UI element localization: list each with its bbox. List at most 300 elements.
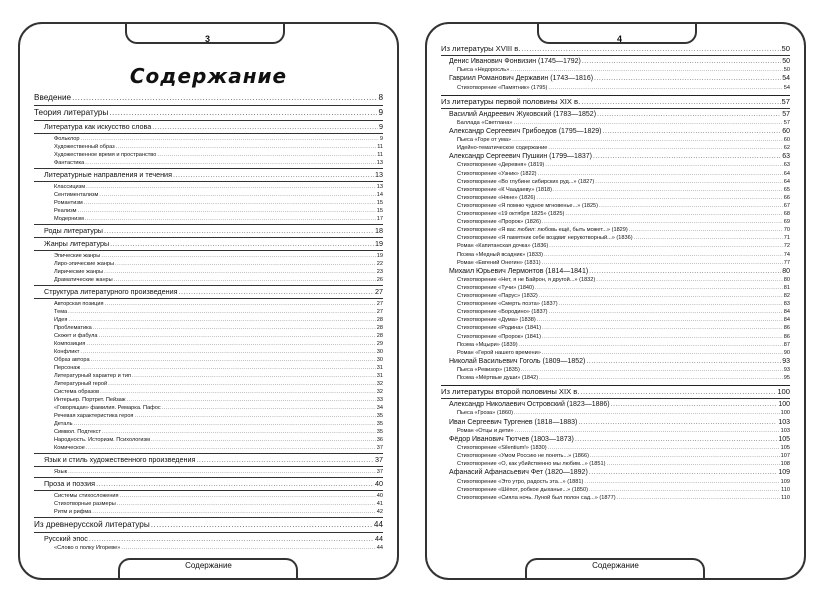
toc-entry[interactable] xyxy=(34,479,383,489)
toc-entry-page: 32 xyxy=(376,389,383,395)
divider xyxy=(441,108,790,109)
toc-entry-title: Системы стихосложения xyxy=(54,493,119,499)
toc-entry-title: Проблематика xyxy=(54,325,92,331)
toc-entry[interactable] xyxy=(441,341,790,349)
toc-entry-title: Лирические жанры xyxy=(54,269,104,275)
dot-leader xyxy=(108,380,376,388)
toc-entry-page: 13 xyxy=(375,170,383,179)
toc-entry[interactable] xyxy=(34,226,383,236)
toc-entry-title: Роман «Капитанская дочка» (1836) xyxy=(457,243,549,250)
toc-entry-title: Из литературы XVIII в. xyxy=(441,44,521,53)
dot-leader xyxy=(105,300,376,308)
toc-entry-page: 83 xyxy=(783,301,790,308)
dot-leader xyxy=(85,215,376,223)
dot-leader xyxy=(68,308,376,316)
toc-entry-title: Пьеса «Недоросль» xyxy=(457,67,510,74)
dot-leader xyxy=(539,374,783,382)
toc-entry[interactable] xyxy=(34,332,383,340)
toc-entry-title: Эпические жанры xyxy=(54,253,101,259)
dot-leader xyxy=(596,276,783,284)
toc-entry[interactable] xyxy=(34,239,383,249)
toc-entry-title: Персонаж xyxy=(54,365,81,371)
toc-entry-title: Реализм xyxy=(54,208,77,214)
dot-leader xyxy=(578,418,777,427)
toc-entry-title: Стихотворение «Няне» (1826) xyxy=(457,194,536,201)
toc-entry-title: Лиро-эпические жанры xyxy=(54,261,115,267)
toc-entry-title: Роман «Герой нашего времени» xyxy=(457,349,541,356)
toc-entry-page: 84 xyxy=(783,317,790,324)
toc-entry[interactable] xyxy=(441,400,790,409)
toc-entry[interactable] xyxy=(34,316,383,324)
toc-entry[interactable] xyxy=(34,300,383,308)
toc-entry[interactable] xyxy=(441,44,790,54)
toc-entry[interactable] xyxy=(34,412,383,420)
dot-leader xyxy=(582,57,781,66)
toc-entry-title: Пьеса «Ревизор» (1835) xyxy=(457,367,520,374)
toc-entry[interactable] xyxy=(441,387,790,397)
toc-entry[interactable] xyxy=(34,544,383,552)
dot-leader xyxy=(593,152,781,161)
toc-entry-title: Структура литературного произведения xyxy=(44,287,178,296)
toc-entry[interactable] xyxy=(34,135,383,143)
toc-entry-title: Образ автора xyxy=(54,357,90,363)
toc-entry[interactable] xyxy=(441,170,790,178)
dot-leader xyxy=(179,287,375,297)
toc-entry[interactable] xyxy=(441,349,790,357)
toc-entry-page: 41 xyxy=(376,501,383,507)
toc-entry-title: Классицизм xyxy=(54,184,86,190)
toc-entry[interactable] xyxy=(34,252,383,260)
dot-leader xyxy=(589,267,781,276)
dot-leader xyxy=(512,136,783,144)
toc-entry[interactable] xyxy=(441,452,790,460)
toc-entry-page: 57 xyxy=(781,96,790,106)
toc-entry[interactable] xyxy=(34,396,383,404)
toc-entry-page: 69 xyxy=(783,219,790,226)
toc-entry-page: 109 xyxy=(780,478,790,485)
toc-entry-page: 40 xyxy=(376,493,383,499)
toc-entry-page: 57 xyxy=(783,119,790,126)
toc-entry[interactable] xyxy=(441,242,790,250)
toc-entry-title: Роды литературы xyxy=(44,226,103,235)
toc-entry-title: Сюжет и фабула xyxy=(54,333,98,339)
toc-entry[interactable] xyxy=(441,136,790,144)
dot-leader xyxy=(96,479,374,489)
toc-entry-page: 64 xyxy=(783,178,790,185)
toc-entry-title: Язык xyxy=(54,469,68,475)
dot-leader xyxy=(575,435,777,444)
toc-entry[interactable] xyxy=(441,119,790,127)
dot-leader xyxy=(611,400,778,409)
dot-leader xyxy=(553,186,783,194)
toc-entry[interactable] xyxy=(441,357,790,366)
toc-entry-title: Литературный герой xyxy=(54,381,108,387)
toc-entry-page: 19 xyxy=(376,253,383,259)
toc-entry-page: 14 xyxy=(376,192,383,198)
toc-entry[interactable] xyxy=(34,215,383,223)
toc-entry[interactable] xyxy=(34,268,383,276)
dot-leader xyxy=(134,412,375,420)
toc-entry-title: Гавриил Романович Державин (1743—1816) xyxy=(449,75,594,83)
toc-entry[interactable] xyxy=(34,492,383,500)
toc-entry[interactable] xyxy=(441,152,790,161)
toc-entry-page: 63 xyxy=(783,162,790,169)
dot-leader xyxy=(86,444,376,452)
toc-entry-title: Александр Сергеевич Пушкин (1799—1837) xyxy=(449,153,592,161)
toc-entry-page: 9 xyxy=(379,122,383,131)
toc-entry[interactable] xyxy=(34,468,383,476)
dot-leader xyxy=(196,455,374,465)
toc-entry-page: 27 xyxy=(375,287,383,296)
toc-entry-page: 8 xyxy=(378,93,383,102)
toc-entry-title: Модернизм xyxy=(54,216,84,222)
toc-entry-page: 77 xyxy=(783,259,790,266)
toc-entry[interactable] xyxy=(441,226,790,234)
toc-entry-page: 37 xyxy=(376,445,383,451)
toc-entry[interactable] xyxy=(441,202,790,210)
dot-leader xyxy=(102,428,376,436)
toc-entry-title: Стихотворение «Сияла ночь. Луной был полон сад...» (1877) xyxy=(457,494,616,501)
toc-entry-page: 108 xyxy=(780,461,790,468)
toc-entry[interactable] xyxy=(34,380,383,388)
dot-leader xyxy=(549,308,783,316)
toc-entry[interactable] xyxy=(441,218,790,226)
toc-entry[interactable] xyxy=(34,159,383,167)
toc-entry-page: 15 xyxy=(376,200,383,206)
toc-entry[interactable] xyxy=(441,333,790,341)
toc-entry-title: Поэма «Медный всадник» (1833) xyxy=(457,251,543,258)
section-divider xyxy=(441,95,790,96)
toc-entry-title: Композиция xyxy=(54,341,86,347)
toc-entry-title: Русский эпос xyxy=(44,534,88,543)
dot-leader xyxy=(536,194,782,202)
toc-entry-title: Ритм и рифма xyxy=(54,509,92,515)
dot-leader xyxy=(542,324,783,332)
toc-entry-title: Фёдор Иванович Тютчев (1803—1873) xyxy=(449,435,574,443)
toc-entry-title: Стихотворение «Во глубине сибирских руд...» (1827) xyxy=(457,178,595,185)
toc-entry-page: 54 xyxy=(783,84,790,91)
toc-entry-title: Язык и стиль художественного произведения xyxy=(44,455,196,464)
toc-entry[interactable] xyxy=(34,436,383,444)
toc-entry[interactable] xyxy=(34,92,383,104)
toc-entry-title: Жанры литературы xyxy=(44,239,110,248)
toc-entry-title: Речевая характеристика героя xyxy=(54,413,134,419)
toc-entry-title: Проза и поэзия xyxy=(44,479,96,488)
dot-leader xyxy=(544,251,783,259)
dot-leader xyxy=(515,427,780,435)
toc-entry[interactable] xyxy=(441,300,790,308)
toc-entry-page: 54 xyxy=(782,75,790,83)
dot-leader xyxy=(80,348,375,356)
toc-entry[interactable] xyxy=(34,276,383,284)
toc-entry[interactable] xyxy=(34,207,383,215)
toc-entry-title: Народность. Историзм. Психологизм xyxy=(54,437,150,443)
toc-entry-page: 82 xyxy=(783,293,790,300)
toc-entry-title: Романтизм xyxy=(54,200,83,206)
toc-entry-page: 35 xyxy=(376,429,383,435)
toc-entry[interactable] xyxy=(441,186,790,194)
dot-leader xyxy=(548,444,780,452)
dot-leader xyxy=(595,178,783,186)
toc-entry-page: 105 xyxy=(780,445,790,452)
toc-entry-page: 84 xyxy=(783,309,790,316)
dot-leader xyxy=(514,409,780,417)
dot-leader xyxy=(151,519,373,531)
toc-entry[interactable] xyxy=(34,183,383,191)
toc-entry[interactable] xyxy=(34,519,383,531)
page-footer: Содержание xyxy=(592,561,639,570)
toc-entry[interactable] xyxy=(441,486,790,494)
toc-entry[interactable] xyxy=(34,534,383,544)
toc-entry-title: Стихотворение «Пророк» (1826) xyxy=(457,219,541,226)
toc-entry[interactable] xyxy=(34,372,383,380)
toc-entry[interactable] xyxy=(441,427,790,435)
toc-entry[interactable] xyxy=(34,151,383,159)
toc-entry-page: 35 xyxy=(376,413,383,419)
dot-leader xyxy=(545,161,782,169)
toc-entry-title: Драматические жанры xyxy=(54,277,113,283)
divider xyxy=(34,224,383,225)
toc-entry[interactable] xyxy=(441,127,790,136)
toc-entry[interactable] xyxy=(34,143,383,151)
toc-entry[interactable] xyxy=(34,444,383,452)
toc-entry-title: Стихотворение «Это утро, радость эта...» (1881) xyxy=(457,478,584,485)
toc-entry-title: Стихотворение «19 октября 1825» (1825) xyxy=(457,211,565,218)
toc-entry-title: Из литературы первой половины XIX в. xyxy=(441,96,581,106)
toc-entry-page: 103 xyxy=(778,418,790,426)
toc-entry-page: 17 xyxy=(376,216,383,222)
toc-entry-title: Конфликт xyxy=(54,349,80,355)
toc-entry[interactable] xyxy=(441,194,790,202)
toc-entry[interactable] xyxy=(441,66,790,74)
toc-entry-page: 27 xyxy=(376,309,383,315)
toc-entry[interactable] xyxy=(441,435,790,444)
toc-entry[interactable] xyxy=(34,348,383,356)
toc-entry-title: Михаил Юрьевич Лермонтов (1814—1841) xyxy=(449,267,589,275)
toc-entry-page: 42 xyxy=(376,509,383,515)
toc-entry[interactable] xyxy=(441,210,790,218)
toc-entry-title: Деталь xyxy=(54,421,73,427)
toc-entry[interactable] xyxy=(441,374,790,382)
toc-entry-title: Пьеса «Горе от ума» xyxy=(457,137,512,144)
dot-leader xyxy=(510,66,782,74)
toc-entry[interactable] xyxy=(34,170,383,180)
dot-leader xyxy=(84,199,376,207)
toc-entry-title: Литературный характер и тип xyxy=(54,373,132,379)
toc-entry-title: Стихотворение «Памятник» (1795) xyxy=(457,84,548,91)
toc-entry-page: 37 xyxy=(376,469,383,475)
toc-entry[interactable] xyxy=(441,178,790,186)
toc-entry-title: Поэма «Мёртвые души» (1842) xyxy=(457,375,539,382)
toc-entry[interactable] xyxy=(441,292,790,300)
toc-entry-title: Стихотворение «Я вас любил: любовь ещё, быть может...» (1829) xyxy=(457,227,628,234)
toc-entry-page: 107 xyxy=(780,453,790,460)
toc-entry-page: 29 xyxy=(376,341,383,347)
toc-entry-page: 33 xyxy=(376,397,383,403)
dot-leader xyxy=(519,341,783,349)
dot-leader xyxy=(104,268,376,276)
dot-leader xyxy=(162,404,376,412)
divider xyxy=(34,532,383,533)
toc-entry[interactable] xyxy=(34,356,383,364)
toc-entry-page: 15 xyxy=(376,208,383,214)
toc-entry[interactable] xyxy=(441,409,790,417)
toc-entry-page: 30 xyxy=(376,357,383,363)
toc-entry-page: 31 xyxy=(376,365,383,371)
dot-leader xyxy=(548,144,782,152)
dot-leader xyxy=(93,324,376,332)
toc-entry-title: Стихотворение «Деревня» (1819) xyxy=(457,162,545,169)
toc-entry[interactable] xyxy=(441,324,790,332)
divider xyxy=(441,398,790,399)
toc-entry-page: 34 xyxy=(376,405,383,411)
dot-leader xyxy=(81,364,376,372)
toc-entry-title: Стихотворение «Умом Россию не понять...» (1866) xyxy=(457,453,589,460)
toc-entry[interactable] xyxy=(34,287,383,297)
toc-entry-title: Стихотворение «Нет, я не Байрон, я другой...» (1832) xyxy=(457,276,596,283)
toc-entry-page: 9 xyxy=(378,108,383,117)
dot-leader xyxy=(549,242,782,250)
toc-entry-page: 13 xyxy=(376,184,383,190)
toc-entry[interactable] xyxy=(34,388,383,396)
divider xyxy=(34,237,383,238)
toc-entry[interactable] xyxy=(441,494,790,502)
toc-entry-page: 28 xyxy=(376,317,383,323)
toc-entry-title: Иван Сергеевич Тургенев (1818—1883) xyxy=(449,418,578,426)
toc-entry[interactable] xyxy=(441,259,790,267)
dot-leader xyxy=(559,300,783,308)
toc-entry[interactable] xyxy=(34,107,383,119)
divider xyxy=(34,477,383,478)
toc-entry[interactable] xyxy=(441,276,790,284)
toc-entry[interactable] xyxy=(34,404,383,412)
dot-leader xyxy=(115,260,376,268)
toc-entry-page: 72 xyxy=(783,243,790,250)
toc-entry-title: «Слово о полку Игореве» xyxy=(54,545,121,551)
dot-leader xyxy=(85,159,376,167)
toc-entry-title: Авторская позиция xyxy=(54,301,104,307)
toc-entry-title: Николай Васильевич Гоголь (1809—1852) xyxy=(449,357,586,365)
toc-entry[interactable] xyxy=(441,110,790,119)
toc-entry[interactable] xyxy=(441,444,790,452)
toc-entry-title: Стихотворение «Парус» (1832) xyxy=(457,293,538,300)
toc-entry-page: 100 xyxy=(777,387,790,397)
toc-entry[interactable] xyxy=(441,144,790,152)
dot-leader xyxy=(535,284,783,292)
toc-entry-page: 9 xyxy=(379,136,383,142)
toc-entry-title: Идея xyxy=(54,317,68,323)
toc-entry-title: Комическое xyxy=(54,445,85,451)
toc-entry-page: 35 xyxy=(376,421,383,427)
toc-entry[interactable] xyxy=(34,191,383,199)
toc-entry-page: 80 xyxy=(782,267,790,275)
toc-entry[interactable] xyxy=(34,122,383,132)
toc-entry[interactable] xyxy=(34,364,383,372)
toc-entry[interactable] xyxy=(441,97,790,107)
toc-entry[interactable] xyxy=(441,234,790,242)
toc-entry[interactable] xyxy=(441,251,790,259)
dot-leader xyxy=(104,226,374,236)
toc-entry-title: Из литературы второй половины XIX в. xyxy=(441,387,580,397)
toc-entry-title: Художественный образ xyxy=(54,144,115,150)
dot-leader xyxy=(594,74,781,83)
toc-entry[interactable] xyxy=(34,420,383,428)
toc-entry[interactable] xyxy=(34,500,383,508)
toc-entry[interactable] xyxy=(441,267,790,276)
toc-entry-page: 60 xyxy=(783,137,790,144)
toc-entry[interactable] xyxy=(441,308,790,316)
toc-entry[interactable] xyxy=(34,340,383,348)
toc-entry[interactable] xyxy=(441,161,790,169)
table-of-contents xyxy=(34,92,383,552)
dot-leader xyxy=(590,452,780,460)
dot-leader xyxy=(513,119,782,127)
toc-entry-title: Стихотворные размеры xyxy=(54,501,116,507)
toc-entry-page: 11 xyxy=(377,144,383,150)
divider xyxy=(34,133,383,134)
toc-entry-title: Сентиментализм xyxy=(54,192,99,198)
toc-entry[interactable] xyxy=(441,460,790,468)
toc-entry[interactable] xyxy=(34,199,383,207)
dot-leader xyxy=(74,420,376,428)
toc-entry[interactable] xyxy=(441,57,790,66)
toc-entry[interactable] xyxy=(441,284,790,292)
dot-leader xyxy=(68,316,375,324)
toc-entry[interactable] xyxy=(441,418,790,427)
toc-entry[interactable] xyxy=(441,468,790,477)
toc-entry-title: Стихотворение «Я помню чудное мгновенье...» (1825) xyxy=(457,202,599,209)
toc-entry-page: 36 xyxy=(376,437,383,443)
toc-entry-page: 100 xyxy=(778,401,790,409)
toc-entry-page: 68 xyxy=(783,211,790,218)
toc-entry-title: Баллада «Светлана» xyxy=(457,119,513,126)
left-page xyxy=(18,22,399,580)
toc-entry-page: 50 xyxy=(782,58,790,65)
toc-entry-page: 63 xyxy=(782,153,790,161)
dot-leader xyxy=(580,387,776,397)
toc-entry[interactable] xyxy=(34,508,383,516)
toc-entry-page: 57 xyxy=(782,110,790,118)
dot-leader xyxy=(606,460,779,468)
toc-entry[interactable] xyxy=(441,316,790,324)
toc-entry-title: Идейно-тематическое содержание xyxy=(457,145,548,152)
dot-leader xyxy=(132,372,376,380)
toc-entry-title: Стихотворение «О, как убийственно мы любим...» (1851) xyxy=(457,461,606,468)
toc-entry-title: Александр Николаевич Островский (1823—1886) xyxy=(449,401,610,409)
dot-leader xyxy=(548,84,782,92)
toc-entry[interactable] xyxy=(34,308,383,316)
toc-entry[interactable] xyxy=(34,260,383,268)
dot-leader xyxy=(521,366,783,374)
toc-entry-page: 103 xyxy=(780,427,790,434)
toc-entry-title: Литература как искусство слова xyxy=(44,122,152,131)
toc-entry[interactable] xyxy=(441,366,790,374)
table-of-contents xyxy=(441,44,790,502)
dot-leader xyxy=(114,276,376,284)
toc-entry[interactable] xyxy=(441,74,790,83)
toc-entry[interactable] xyxy=(441,478,790,486)
toc-entry-page: 37 xyxy=(375,455,383,464)
toc-entry[interactable] xyxy=(34,428,383,436)
dot-leader xyxy=(116,143,377,151)
toc-entry[interactable] xyxy=(34,324,383,332)
toc-entry-page: 11 xyxy=(377,152,383,158)
divider xyxy=(34,517,383,518)
dot-leader xyxy=(542,349,783,357)
toc-entry-title: Стихотворение «Узник» (1822) xyxy=(457,170,537,177)
toc-entry[interactable] xyxy=(441,84,790,92)
toc-entry[interactable] xyxy=(34,455,383,465)
